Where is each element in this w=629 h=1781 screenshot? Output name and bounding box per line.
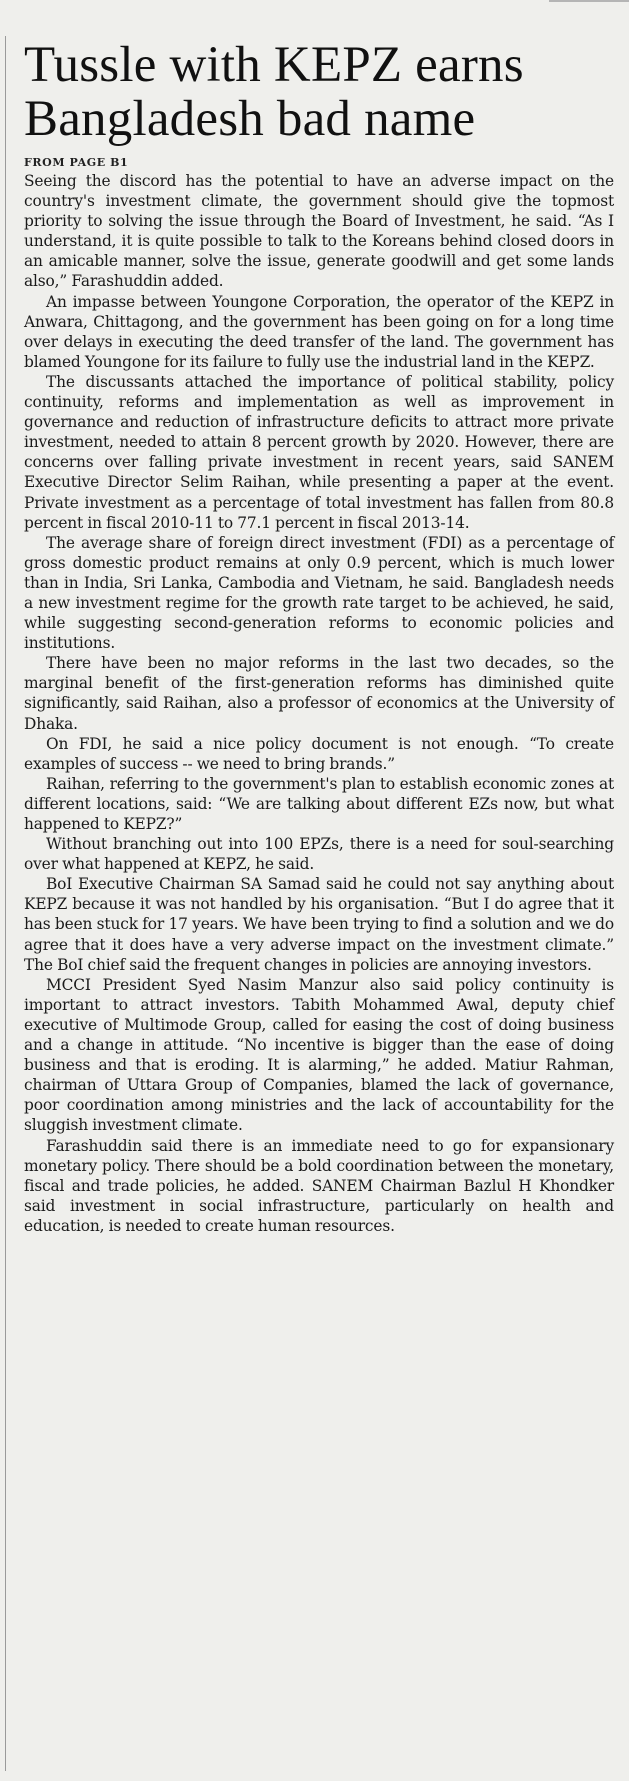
paragraph: Seeing the discord has the potential to have an adverse impact on the country's investment climate, the government should give the topmost priority to solving the issue through the Board of Investment, he said. “As I understand, it is quite possible to talk to the Koreans behind closed doors in an amicable manner, solve the issue, generate goodwill and get some lands also,” Farashuddin added.	[24, 172, 614, 291]
paragraph: There have been no major reforms in the last two decades, so the marginal benefit of the first-generation reforms has diminished quite significantly, said Raihan, also a professor of economics at the University of Dhaka.	[24, 654, 614, 733]
continuation-dateline: FROM PAGE B1	[24, 156, 129, 169]
column-rule	[5, 36, 6, 1771]
paragraph: An impasse between Youngone Corporation, the operator of the KEPZ in Anwara, Chittagong, and the government has been going on for a long time over delays in executing the deed transfer of the land. The government has blamed Youngone for its failure to fully use the industrial land in the KEPZ.	[24, 292, 614, 371]
article	[24, 32, 614, 1236]
top-rule	[549, 0, 629, 2]
paragraph: MCCI President Syed Nasim Manzur also said policy continuity is important to attract investors. Tabith Mohammed Awal, deputy chief executive of Multimode Group, called for easing the cost of doing business and a change in attitude. “No incentive is bigger than the ease of doing business and that is eroding. It is alarming,” he added. Matiur Rahman, chairman of Uttara Group of Companies, blamed the lack of governance, poor coordination among ministries and the lack of accountability for the sluggish investment climate.	[24, 975, 614, 1135]
paragraph: Without branching out into 100 EPZs, there is a need for soul-searching over what happened at KEPZ, he said.	[24, 835, 614, 874]
headline-line-1: Tussle with KEPZ earns	[24, 37, 524, 93]
headline-line-2: Bangladesh bad name	[24, 91, 476, 147]
paragraph: The average share of foreign direct investment (FDI) as a percentage of gross domestic product remains at only 0.9 percent, which is much lower than in India, Sri Lanka, Cambodia and Vietnam, he said. Bangladesh needs a new investment regime for the growth rate target to be achieved, he said, while suggesting second-generation reforms to economic policies and institutions.	[24, 533, 614, 653]
paragraph: Farashuddin said there is an immediate need to go for expansionary monetary policy. There should be a bold coordination between the monetary, fiscal and trade policies, he added. SANEM Chairman Bazlul H Khondker said investment in social infrastructure, particularly on health and education, is needed to create human resources.	[24, 1136, 614, 1235]
article-body	[24, 171, 614, 1236]
paragraph: Raihan, referring to the government's plan to establish economic zones at different locations, said: “We are talking about different EZs now, but what happened to KEPZ?”	[24, 774, 614, 833]
paragraph: The discussants attached the importance of political stability, policy continuity, reforms and implementation as well as improvement in governance and reduction of infrastructure deficits to attract more private investment, needed to attain 8 percent growth by 2020. However, there are concerns over falling private investment in recent years, said SANEM Executive Director Selim Raihan, while presenting a paper at the event. Private investment as a percentage of total investment has fallen from 80.8 percent in fiscal 2010-11 to 77.1 percent in fiscal 2013-14.	[24, 372, 614, 532]
paragraph: On FDI, he said a nice policy document is not enough. “To create examples of success -- we need to bring brands.”	[24, 734, 614, 773]
paragraph: BoI Executive Chairman SA Samad said he could not say anything about KEPZ because it was not handled by his organisation. “But I do agree that it has been stuck for 17 years. We have been trying to find a solution and we do agree that it does have a very adverse impact on the investment climate.” The BoI chief said the frequent changes in policies are annoying investors.	[24, 875, 614, 974]
headline	[24, 38, 624, 146]
